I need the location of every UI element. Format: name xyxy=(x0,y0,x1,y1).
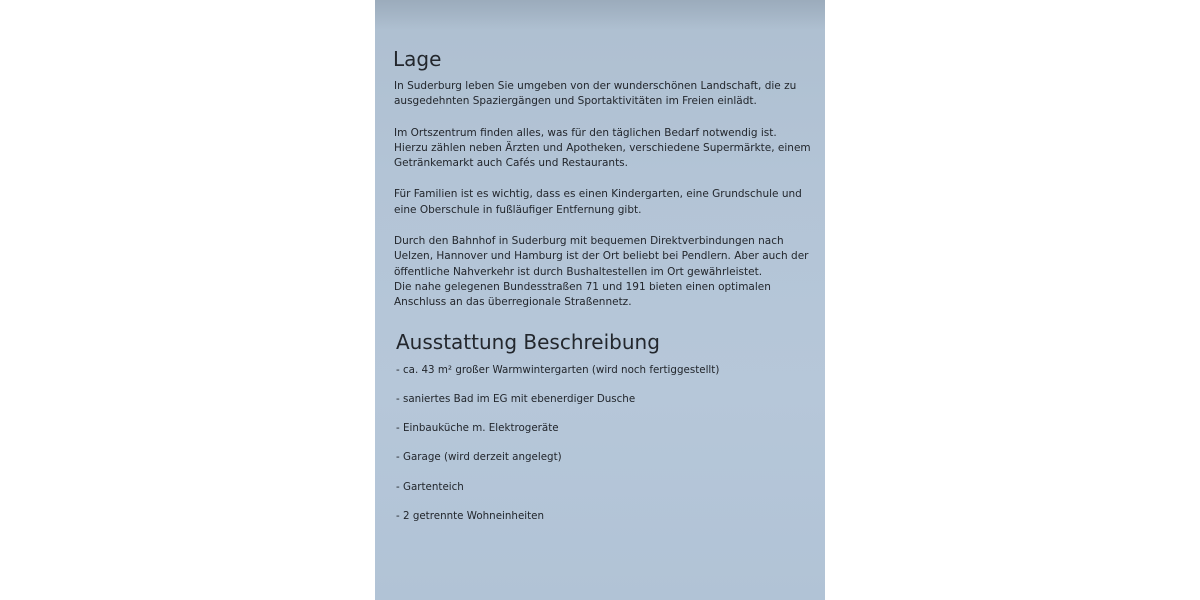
lage-paragraph-5: Die nahe gelegenen Bundesstraßen 71 und 191 bieten einen optimalen Anschluss an das überregionale Straßennetz. xyxy=(394,280,771,309)
ausstattung-item-5: - Gartenteich xyxy=(396,480,464,493)
ausstattung-item-2: - saniertes Bad im EG mit ebenerdiger Dusche xyxy=(396,392,636,405)
lage-paragraph-3: Für Familien ist es wichtig, dass es einen Kindergarten, eine Grundschule und eine Oberschule in fußläufiger Entfernung gibt. xyxy=(394,188,802,216)
lage-heading: Lage xyxy=(393,47,442,71)
ausstattung-item-3: - Einbauküche m. Elektrogeräte xyxy=(396,422,559,435)
lage-paragraph-4: Durch den Bahnhof in Suderburg mit bequemen Direktverbindungen nach Uelzen, Hannover und Hamburg ist der Ort beliebt bei Pendlern. Aber auch der öffentliche Nahverkehr ist durch Bushaltestellen im Ort gewährleistet. xyxy=(394,235,809,278)
lage-paragraph-2: Im Ortszentrum finden alles, was für den täglichen Bedarf notwendig ist. Hierzu zählen neben Ärzten und Apotheken, verschiedene Supermärkte, einem Getränkemarkt auch Cafés und Restaurants. xyxy=(394,126,811,170)
ausstattung-item-6: - 2 getrennte Wohneinheiten xyxy=(396,510,545,523)
ausstattung-list xyxy=(393,363,813,539)
ausstattung-item-1: - ca. 43 m² großer Warmwintergarten (wird noch fertiggestellt) xyxy=(396,363,720,376)
lage-paragraph-1: In Suderburg leben Sie umgeben von der wunderschönen Landschaft, die zu ausgedehnten Spaziergängen und Sportaktivitäten im Freien einlädt. xyxy=(394,80,797,108)
sheet-shadow xyxy=(375,0,825,30)
ausstattung-item-4: - Garage (wird derzeit angelegt) xyxy=(396,451,562,464)
printed-sheet xyxy=(375,0,825,600)
ausstattung-heading: Ausstattung Beschreibung xyxy=(396,329,660,354)
sheet-content xyxy=(393,46,813,538)
